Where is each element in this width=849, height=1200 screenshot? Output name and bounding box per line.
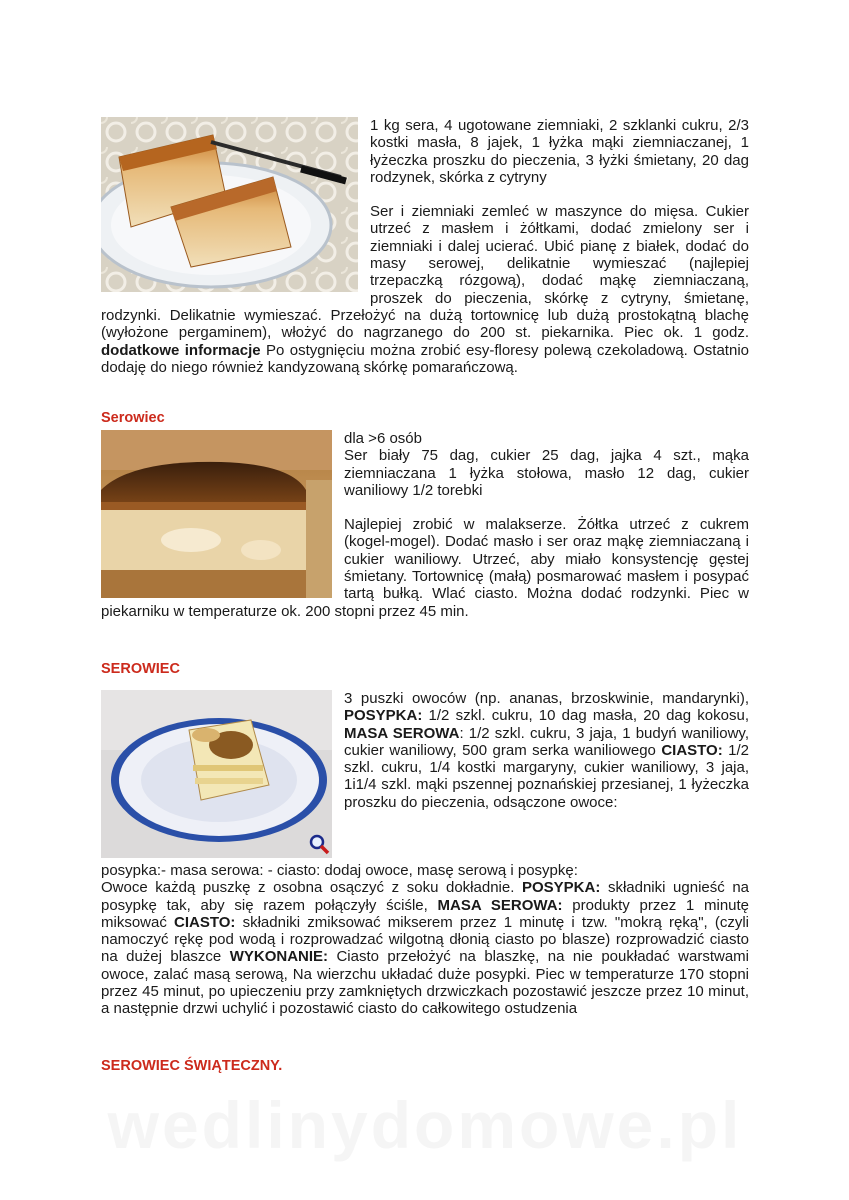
recipe-2-servings: dla >6 osób [344,430,422,447]
cheesecake-photo-3 [101,690,332,858]
recipe-2-title: Serowiec [101,410,165,426]
recipe-3-m-posypka-label: POSYPKA: [521,879,601,897]
recipe-2-ingredients: Ser biały 75 dag, cukier 25 dag, jajka 4 szt., mąka ziemniaczana 1 łyżka stołowa, masło 12 dag, cukier waniliowy 1/2 torebki [344,447,749,499]
recipe-3-m2: składniki ugnieść na posypkę tak, aby się razem połączyły ściśle, [101,879,750,914]
recipe-3-posypka-label: POSYPKA: [344,707,423,725]
recipe-3-m-masa-label: MASA SEROWA: [437,896,563,914]
recipe-1-ingredients: 1 kg sera, 4 ugotowane ziemniaki, 2 szklanki cukru, 2/3 kostki masła, 8 jajek, 1 łyżka mąki ziemniaczanej, 1 łyżeczka proszku do pieczenia, 3 łyżki śmietany, 20 dag rodzynek, skórka z cytryny [370,117,749,186]
recipe-3-m1: Owoce każdą puszkę z osobna osączyć z soku dokładnie. [101,879,515,897]
recipe-3-ciasto-label: CIASTO: [661,741,723,759]
recipe-3-posypka-ing: 1/2 szkl. cukru, 10 dag masła, 20 dag kokosu, [428,707,749,725]
recipe-3-m3: produkty przez 1 minutę miksować [101,896,750,931]
recipe-2 [101,430,749,620]
recipe-1 [101,117,749,376]
site-watermark: wedlinydomowe.pl [107,1088,743,1162]
recipe-1-method-text: Ser i ziemniaki zemleć w maszynce do mięsa. Cukier utrzeć z masłem i żółtkami, dodać zmielony ser i ziemniaki i dalej ucierać. Ubić pianę z białek, dodać do masy serowej, delikatnie wymieszać (najlepiej trzepaczką rózgową), dodać mąkę ziemniaczaną, proszek do pieczenia, skórkę z cytryny, śmietanę, rodzynki. Delikatnie wymieszać. Przełożyć na dużą tortownicę lub dużą prostokątną blachę (wyłożone pergaminem), włożyć do nagrzanego do 200 st. piekarnika. Piec ok. 1 godz. [101,203,749,342]
recipe-3-m4: składniki zmiksować mikserem przez 1 minutę i tzw. "mokrą ręką", (czyli namoczyć rękę pod wodą i rozprowadzać wilgotną dłonią ciasto po blasze) rozprowadzić ciasto na dużej blaszce [101,913,749,966]
recipe-3 [101,690,749,1018]
magnifier-icon [308,833,330,855]
recipe-1-extra-text: Po ostygnięciu można zrobić esy-floresy polewą czekoladową. Ostatnio dodaję do niego również kandyzowaną skórkę pomarańczową. [101,341,749,376]
recipe-4-title: SEROWIEC ŚWIĄTECZNY. [101,1058,283,1074]
recipe-3-ing-intro: 3 puszki owoców (np. ananas, brzoskwinie, mandarynki), [344,690,749,707]
cheesecake-photo-2 [101,430,332,598]
recipe-3-masa-ing: : 1/2 szkl. cukru, 3 jaja, 1 budyń waniliowy, cukier waniliowy, 500 gram serka waniliowego [344,724,749,759]
recipe-2-method: Najlepiej zrobić w malakserze. Żółtka utrzeć z cukrem (kogel-mogel). Dodać masło i ser oraz mąkę ziemniaczaną i cukier waniliowy. Utrzeć, aby miało konsystencję gęstej śmietany. Tortownicę (małą) posmarować masłem i posypać tartą bułką. Wlać ciasto. Można dodać rodzynki. Piec w piekarniku w temperaturze ok. 200 stopni przez 45 min. [101,516,749,620]
recipe-3-masa-label: MASA SEROWA [344,724,460,742]
recipe-3-m-ciasto-label: CIASTO: [174,913,236,931]
recipe-3-m5: Ciasto przełożyć na blaszkę, na nie poukładać warstwami owoce, zalać masą serową, Na wierzchu układać duże posypki. Piec w temperaturze 170 stopni przez 45 minut, po upieczeniu przy zamkniętych drzwiczkach pozostawić jeszcze przez 10 minut, a następnie drzwi uchylić i pozostawić ciasto do całkowitego ostudzenia [101,948,749,1018]
cheesecake-photo-1 [101,117,358,292]
recipe-1-extra-label: dodatkowe informacje [101,341,261,359]
recipe-3-ciasto-ing: 1/2 szkl. cukru, 1/4 kostki margaryny, cukier waniliowy, 3 jaja, 1i1/4 szkl. mąki pszennej poznańskiej przesianej, 1 łyżeczka proszku do pieczenia, odsączone owoce: [344,741,750,811]
recipe-3-order-line: posypka:- masa serowa: - ciasto: dodaj owoce, masę serową i posypkę: [101,862,578,879]
recipe-3-m-wyk-label: WYKONANIE: [229,948,329,966]
recipe-3-method [101,879,749,1017]
recipe-3-title: SEROWIEC [101,661,180,677]
